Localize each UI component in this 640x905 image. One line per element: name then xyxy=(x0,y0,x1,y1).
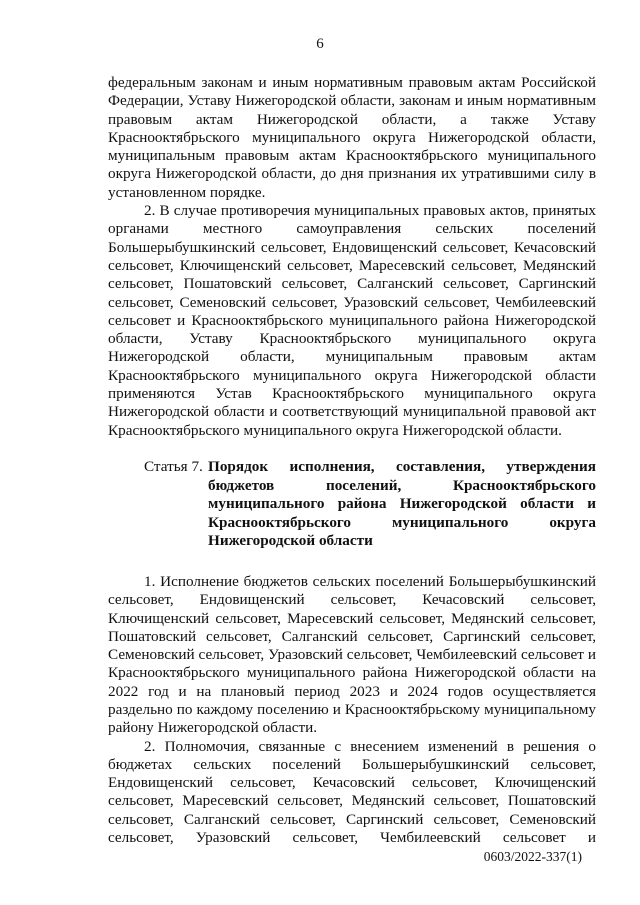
article-heading xyxy=(108,458,596,551)
paragraph-1-budget-execution: 1. Исполнение бюджетов сельских поселений Большерыбушкинский сельсовет, Ендовищенский сельсовет, Кечасовский сельсовет, Ключищенский сельсовет, Маресевский сельсовет, Медянский сельсовет, Пошатовский сельсовет, Салганский сельсовет, Саргинский сельсовет, Семеновский сельсовет, Уразовский сельсовет, Чембилеевский сельсовет и Краснооктябрьского муниципального района Нижегородской области на 2022 год и на плановый период 2023 и 2024 годов осуществляется раздельно по каждому поселению и Краснооктябрьскому муниципальному району Нижегородской области. xyxy=(108,572,596,737)
article-label: Статья 7. xyxy=(144,457,203,475)
paragraph-2-contradiction: 2. В случае противоречия муниципальных правовых актов, принятых органами местного самоуправления сельских поселений Большерыбушкинский сельсовет, Ендовищенский сельсовет, Кечасовский сельсовет, Ключищенский сельсовет, Маресевский сельсовет, Медянский сельсовет, Пошатовский сельсовет, Салганский сельсовет, Саргинский сельсовет, Семеновский сельсовет, Уразовский сельсовет, Чембилеевский сельсовет и Краснооктябрьского муниципального района Нижегородской области, Уставу Краснооктябрьского муниципального округа Нижегородской области, муниципальным правовым актам Краснооктябрьского муниципального округа Нижегородской области применяются Устав Краснооктябрьского муниципального округа Нижегородской области и соответствующий муниципальной правовой акт Краснооктябрьского муниципального округа Нижегородской области. xyxy=(108,202,596,439)
paragraph-2-budget-powers: 2. Полномочия, связанные с внесением изменений в решения о бюджетах сельских поселений Большерыбушкинский сельсовет, Ендовищенский сельсовет, Кечасовский сельсовет, Ключищенский сельсовет, Маресевский сельсовет, Медянский сельсовет, Пошатовский сельсовет, Салганский сельсовет, Саргинский сельсовет, Семеновский сельсовет, Уразовский сельсовет, Чембилеевский сельсовет и xyxy=(108,737,596,847)
paragraph-continuation: федеральным законам и иным нормативным правовым актам Российской Федерации, Уставу Нижегородской области, законам и иным нормативным правовым актам Нижегородской области, а также Уставу Краснооктябрьского муниципального округа Нижегородской области, муниципальным правовым актам Краснооктябрьского муниципального округа Нижегородской области, до дня признания их утратившими силу в установленном порядке. xyxy=(108,74,596,201)
page-number: 6 xyxy=(316,36,324,52)
document-body xyxy=(108,74,596,847)
document-code: 0603/2022-337(1) xyxy=(483,849,582,864)
article-title: Порядок исполнения, составления, утверждения бюджетов поселений, Краснооктябрьского муниципального района Нижегородской области и Краснооктябрьского муниципального округа Нижегородской области xyxy=(208,457,596,550)
